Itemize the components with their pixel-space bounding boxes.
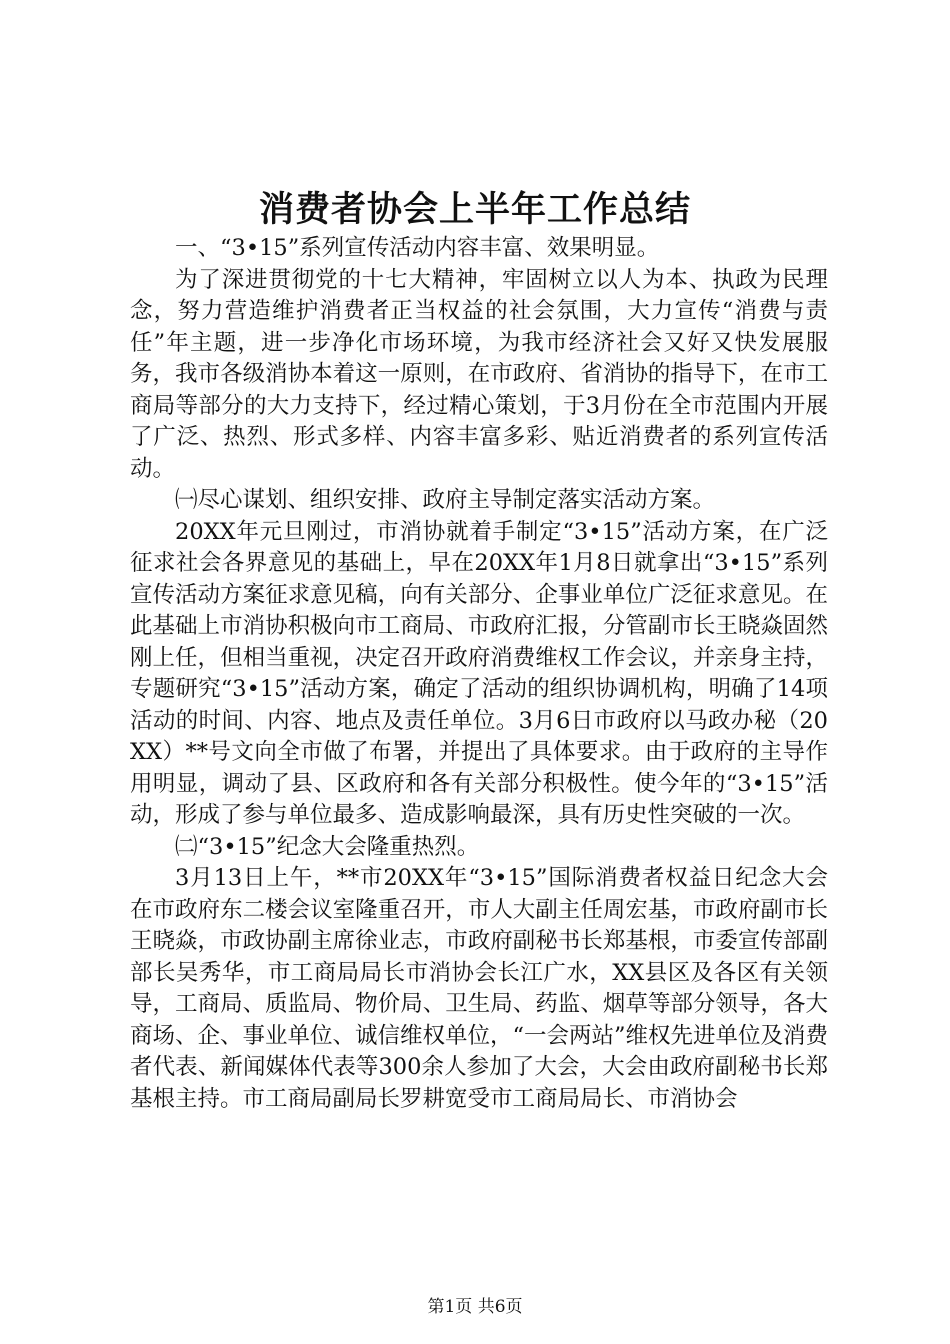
subsection-heading-1: ㈠尽心谋划、组织安排、政府主导制定落实活动方案。 bbox=[175, 487, 716, 513]
subsection-heading-2: ㈡“3•15”纪念大会隆重热烈。 bbox=[175, 833, 480, 860]
body-paragraph-1: 为了深进贯彻党的十七大精神，牢固树立以人为本、执政为民理念，努力营造维护消费者正当权益的社会氛围，大力宣传“消费与责任”年主题，进一步净化市场环境，为我市经济社会又好又快发展服务，我市各级消协本着这一原则，在市政府、省消协的指导下，在市工商局等部分的大力支持下，经过精心策划，于3月份在全市范围内开展了广泛、热烈、形式多样、内容丰富多彩、贴近消费者的系列宣传活动。 bbox=[130, 266, 828, 482]
body-paragraph-3: 3月13日上午，**市20XX年“3•15”国际消费者权益日纪念大会在市政府东二楼会议室隆重召开，市人大副主任周宏基，市政府副市长王晓焱，市政协副主席徐业志，市政府副秘书长郑基根，市委宣传部副部长吴秀华，市工商局局长市消协会长江广水，XX县区及各区有关领导，工商局、质监局、物价局、卫生局、药监、烟草等部分领导，各大商场、企、事业单位、诚信维权单位，“一会两站”维权先进单位及消费者代表、新闻媒体代表等300余人参加了大会，大会由政府副秘书长郑基根主持。市工商局副局长罗耕宽受市工商局局长、市消协会 bbox=[130, 865, 829, 1112]
document-body bbox=[130, 233, 828, 1115]
section-heading-1: 一、“3•15”系列宣传活动内容丰富、效果明显。 bbox=[175, 235, 660, 261]
document-title: 消费者协会上半年工作总结 bbox=[258, 189, 691, 230]
body-paragraph-2: 20XX年元旦刚过，市消协就着手制定“3•15”活动方案，在广泛征求社会各界意见的基础上，早在20XX年1月8日就拿出“3•15”系列宣传活动方案征求意见稿，向有关部分、企事业单位广泛征求意见。在此基础上市消协积极向市工商局、市政府汇报，分管副市长王晓焱固然刚上任，但相当重视，决定召开政府消费维权工作会议，并亲身主持，专题研究“3•15”活动方案，确定了活动的组织协调机构，明确了14项活动的时间、内容、地点及责任单位。3月6日市政府以马政办秘（20XX）**号文向全市做了布署，并提出了具体要求。由于政府的主导作用明显，调动了县、区政府和各有关部分积极性。使今年的“3•15”活动，形成了参与单位最多、造成影响最深，具有历史性突破的一次。 bbox=[130, 518, 828, 828]
page-footer: 第1页 共6页 bbox=[427, 1297, 523, 1317]
